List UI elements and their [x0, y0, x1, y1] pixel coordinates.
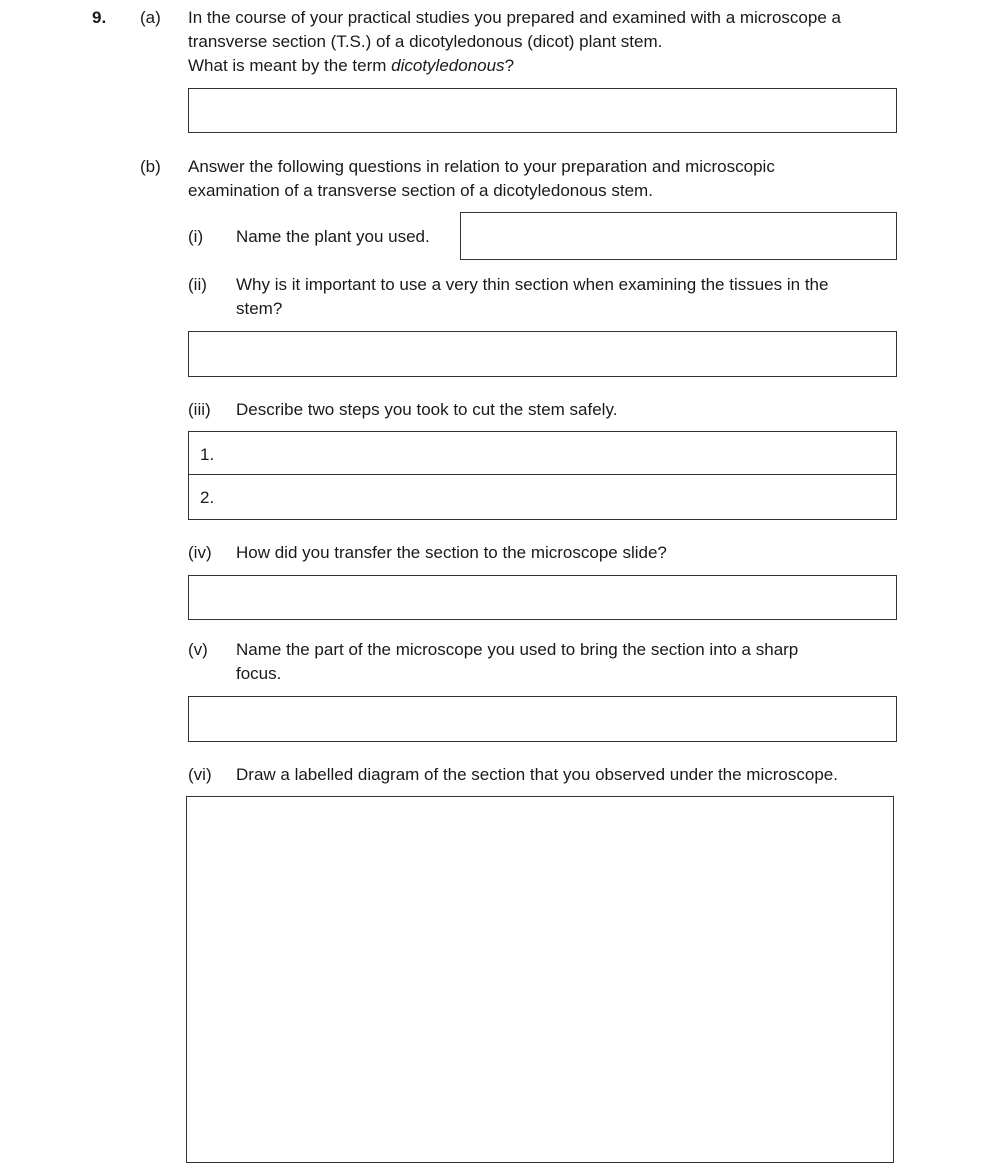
item-v-label: (v): [188, 640, 208, 659]
part-a-line-2: transverse section (T.S.) of a dicotyledonous (dicot) plant stem.: [188, 32, 663, 51]
item-vi-label: (vi): [188, 765, 212, 784]
diagram-box[interactable]: [186, 796, 894, 1163]
item-i-text: Name the plant you used.: [236, 227, 430, 246]
step-1-row[interactable]: [189, 432, 896, 475]
answer-box-v[interactable]: [188, 696, 897, 742]
question-number: 9.: [92, 8, 107, 27]
part-b-label: (b): [140, 157, 161, 176]
part-a-term: dicotyledonous: [391, 56, 505, 75]
step-2-row[interactable]: [189, 475, 896, 519]
part-a-line-1: In the course of your practical studies you prepared and examined with a microscope a: [188, 8, 841, 27]
item-ii-label: (ii): [188, 275, 207, 294]
item-v-line-2: focus.: [236, 664, 282, 683]
item-iii-label: (iii): [188, 400, 211, 419]
part-a-line-3-pre: What is meant by the term: [188, 56, 392, 75]
item-i-label: (i): [188, 227, 204, 246]
answer-box-iii: [188, 431, 897, 520]
step-1-label: 1.: [200, 445, 215, 464]
answer-box-ii[interactable]: [188, 331, 897, 377]
item-vi-text: Draw a labelled diagram of the section that you observed under the microscope.: [236, 765, 838, 784]
answer-box-a[interactable]: [188, 88, 897, 133]
part-b-line-2: examination of a transverse section of a dicotyledonous stem.: [188, 181, 653, 200]
item-iii-text: Describe two steps you took to cut the stem safely.: [236, 400, 618, 419]
part-b-line-1: Answer the following questions in relation to your preparation and microscopic: [188, 157, 775, 176]
step-2-label: 2.: [200, 488, 215, 507]
part-a-label: (a): [140, 8, 161, 27]
item-iv-text: How did you transfer the section to the microscope slide?: [236, 543, 667, 562]
item-ii-line-1: Why is it important to use a very thin section when examining the tissues in the: [236, 275, 829, 294]
answer-box-i[interactable]: [460, 212, 897, 260]
part-a-line-3: [188, 54, 514, 78]
item-iv-label: (iv): [188, 543, 212, 562]
answer-box-iv[interactable]: [188, 575, 897, 620]
item-ii-line-2: stem?: [236, 299, 283, 318]
part-a-line-3-post: ?: [504, 56, 515, 75]
item-v-line-1: Name the part of the microscope you used to bring the section into a sharp: [236, 640, 799, 659]
